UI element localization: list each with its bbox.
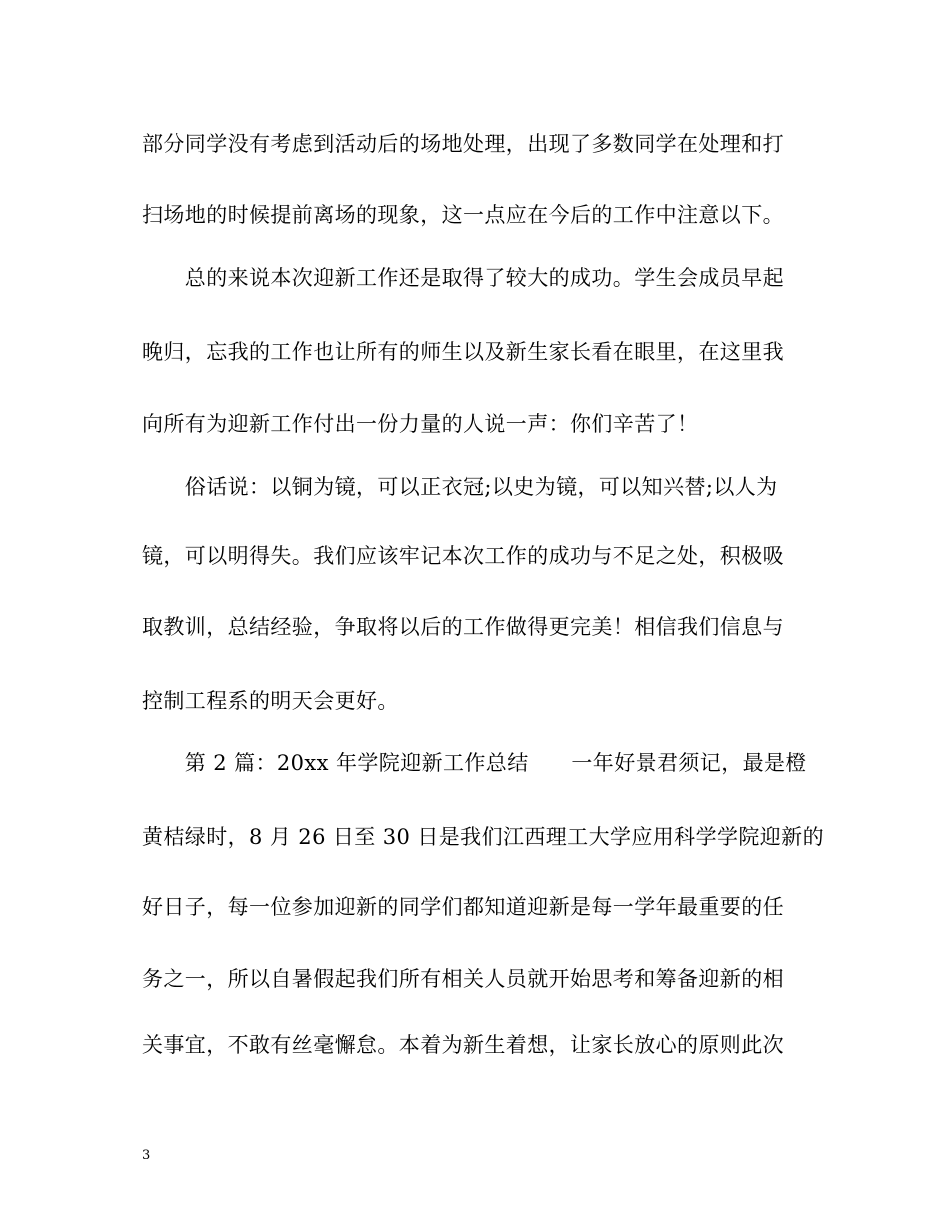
text-line: 控制工程系的明天会更好。: [142, 689, 399, 713]
text-line: 黄桔绿时，8 月 26 日至 30 日是我们江西理工大学应用科学学院迎新的: [142, 825, 824, 849]
text-line: 俗话说：以铜为镜，可以正衣冠;以史为镜，可以知兴替;以人为: [142, 475, 778, 499]
text-line: 向所有为迎新工作付出一份力量的人说一声：你们辛苦了！: [142, 412, 699, 436]
text-line: 部分同学没有考虑到活动后的场地处理，出现了多数同学在处理和打: [142, 132, 784, 156]
text-line: 镜，可以明得失。我们应该牢记本次工作的成功与不足之处，积极吸: [142, 544, 784, 568]
page-number: 3: [142, 1148, 151, 1163]
text-line: 扫场地的时候提前离场的现象，这一点应在今后的工作中注意以下。: [142, 203, 784, 227]
text-line: 晚归，忘我的工作也让所有的师生以及新生家长看在眼里，在这里我: [142, 340, 784, 364]
text-line: 取教训，总结经验，争取将以后的工作做得更完美！相信我们信息与: [142, 615, 784, 639]
text-line: 务之一，所以自暑假起我们所有相关人员就开始思考和筹备迎新的相: [142, 967, 784, 991]
text-line: 总的来说本次迎新工作还是取得了较大的成功。学生会成员早起: [142, 266, 784, 290]
text-line: 关事宜，不敢有丝毫懈怠。本着为新生着想，让家长放心的原则此次: [142, 1033, 784, 1057]
text-line: 第 2 篇：20xx 年学院迎新工作总结 一年好景君须记，最是橙: [142, 751, 807, 775]
text-line: 好日子，每一位参加迎新的同学们都知道迎新是每一学年最重要的任: [142, 895, 784, 919]
